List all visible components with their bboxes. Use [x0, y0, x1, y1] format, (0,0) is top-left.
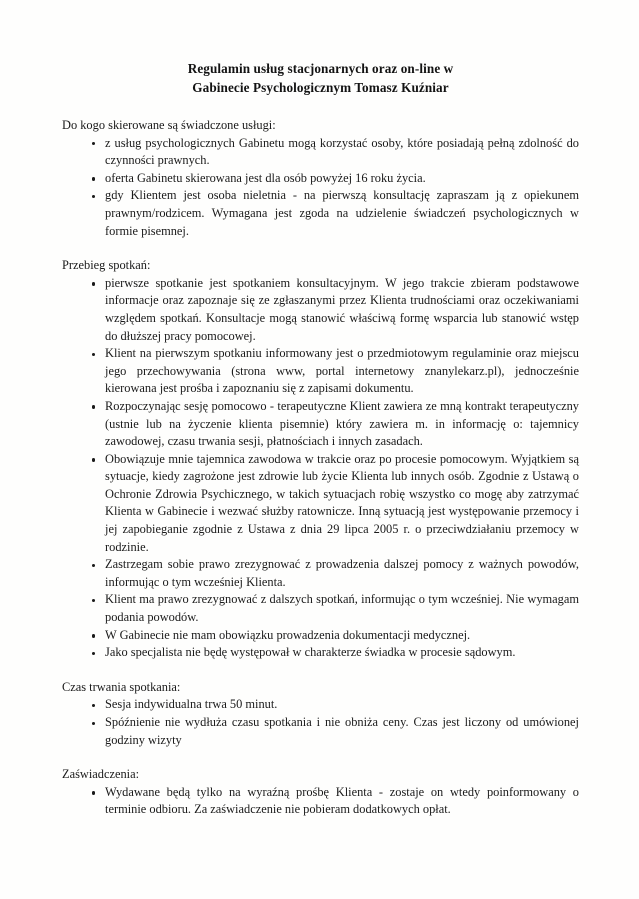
- spacer-title: [62, 97, 579, 117]
- section-bullet-list: [62, 275, 579, 662]
- page-title: [62, 60, 579, 97]
- section-bullet-list: [62, 784, 579, 819]
- document-body: [62, 60, 579, 819]
- list-item: Jako specjalista nie będę występował w charakterze świadka w procesie sądowym.: [62, 644, 579, 662]
- list-item: Sesja indywidualna trwa 50 minut.: [62, 696, 579, 714]
- section-heading: Przebieg spotkań:: [62, 258, 151, 273]
- section-heading: Czas trwania spotkania:: [62, 679, 181, 694]
- list-item: W Gabinecie nie mam obowiązku prowadzenia dokumentacji medycznej.: [62, 627, 579, 645]
- list-item: z usług psychologicznych Gabinetu mogą korzystać osoby, które posiadają pełną zdolność do czynności prawnych.: [62, 135, 579, 170]
- section-do-kogo: [62, 117, 579, 240]
- list-item: gdy Klientem jest osoba nieletnia - na pierwszą konsultację zapraszam ją z opiekunem prawnym/rodzicem. Wymagana jest zgoda na udzielenie świadczeń psychologicznych w formie pisemnej.: [62, 187, 579, 240]
- section-czas-trwania: [62, 679, 579, 749]
- list-item: Klient na pierwszym spotkaniu informowany jest o przedmiotowym regulaminie oraz miejscu jego przechowywania (strona www, portal internetowy znanylekarz.pl), jednocześnie kierowana jest prośba i zapoznaniu się z zapisami dokumentu.: [62, 345, 579, 398]
- list-item: Rozpoczynając sesję pomocowo - terapeutyczne Klient zawiera ze mną kontrakt terapeutyczny (ustnie lub na życzenie klienta pisemnie) który zawiera m. in informację o: tajemnicy zawodowej, czasu trwania sesji, płatnościach i innych zasadach.: [62, 398, 579, 451]
- section-przebieg-spotkan: [62, 257, 579, 662]
- list-item: Zastrzegam sobie prawo zrezygnować z prowadzenia dalszej pomocy z ważnych powodów, informując o tym wcześniej Klienta.: [62, 556, 579, 591]
- title-line-2: Gabinecie Psychologicznym Tomasz Kuźniar: [192, 79, 449, 95]
- list-item: Obowiązuje mnie tajemnica zawodowa w trakcie oraz po procesie pomocowym. Wyjątkiem są sytuacje, kiedy zagrożone jest zdrowie lub życie Klienta lub innych osób. Zgodnie z Ustawą o Ochronie Zdrowia Psychicznego, w takich sytuacjach robię wszystko co mogę aby zatrzymać Klienta w Gabinecie i wezwać służby ratownicze. Inną sytuacją jest występowanie przemocy i jej zapobieganie zgodnie z Ustawa z dnia 29 lipca 2005 r. o przeciwdziałaniu przemocy w rodzinie.: [62, 451, 579, 557]
- section-heading: Zaświadczenia:: [62, 767, 140, 782]
- section-heading: Do kogo skierowane są świadczone usługi:: [62, 118, 276, 132]
- section-bullet-list: [62, 696, 579, 749]
- list-item: Spóźnienie nie wydłuża czasu spotkania i nie obniża ceny. Czas jest liczony od umówionej godziny wizyty: [62, 714, 579, 749]
- section-zaswiadczenia: [62, 766, 579, 819]
- list-item: Klient ma prawo zrezygnować z dalszych spotkań, informując o tym wcześniej. Nie wymagam podania powodów.: [62, 591, 579, 626]
- title-line-1: Regulamin usług stacjonarnych oraz on-line w: [187, 61, 454, 76]
- spacer-section-3: [62, 749, 579, 766]
- list-item: oferta Gabinetu skierowana jest dla osób powyżej 16 roku życia.: [62, 170, 579, 188]
- spacer-section-1: [62, 240, 579, 257]
- list-item: pierwsze spotkanie jest spotkaniem konsultacyjnym. W jego trakcie zbieram podstawowe informacje oraz zapoznaje się ze zgłaszanymi przez Klienta trudnościami oraz oczekiwaniami względem spotkań. Konsultacje mogą stanowić właściwą formę wsparcia lub stanowić wstęp do dłuższej pracy pomocowej.: [62, 275, 579, 345]
- section-bullet-list: [62, 135, 579, 241]
- spacer-section-2: [62, 662, 579, 679]
- list-item: Wydawane będą tylko na wyraźną prośbę Klienta - zostaje on wtedy poinformowany o terminie odbioru. Za zaświadczenie nie pobieram dodatkowych opłat.: [62, 784, 579, 819]
